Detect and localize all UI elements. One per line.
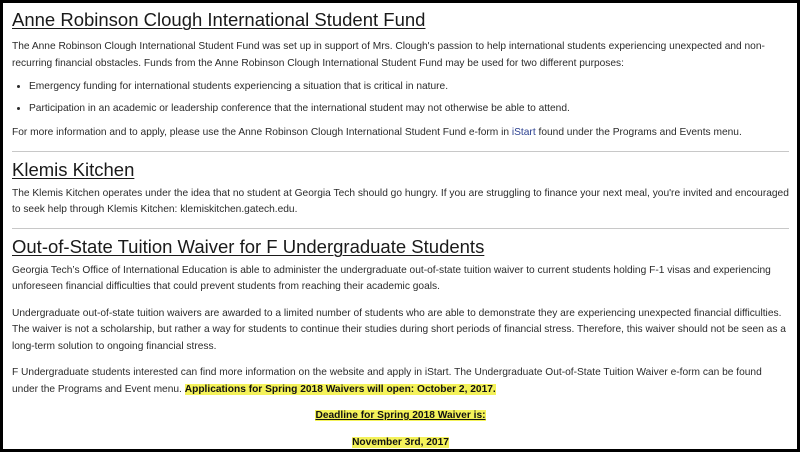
istart-link[interactable]: iStart — [511, 127, 536, 138]
more-info-text-end: found under the Programs and Events menu. — [535, 127, 742, 138]
more-info-text: For more information and to apply, please use the Anne Robinson Clough International Student Fund e-form in — [12, 127, 512, 138]
deadline-date: November 3rd, 2017 — [352, 436, 449, 448]
deadline-label-row — [12, 408, 789, 425]
section-title-clough-fund: Anne Robinson Clough International Student Fund — [12, 9, 426, 30]
tuition-waiver-p3 — [12, 365, 789, 398]
tuition-waiver-p2: Undergraduate out-of-state tuition waivers are awarded to a limited number of students who are able to demonstrate they are experiencing unexpected financial difficulties. The waiver is not a scholarship, but rather a way for students to continue their studies during short periods of financial stress. Therefore, this waiver should not be seen as a long-term solution to ongoing financial stress. — [12, 307, 786, 352]
section-divider — [12, 228, 789, 229]
clough-fund-purposes-list — [12, 79, 789, 117]
list-item: • Participation in an academic or leadership conference that the international student may not otherwise be able to attend. — [29, 101, 789, 118]
content-frame — [3, 3, 797, 449]
deadline-date-row — [12, 435, 789, 450]
deadline-label: Deadline for Spring 2018 Waiver is: — [315, 410, 486, 421]
list-item: • Emergency funding for international students experiencing a situation that is critical in nature. — [29, 79, 789, 96]
clough-fund-intro: The Anne Robinson Clough International Student Fund was set up in support of Mrs. Clough's passion to help international students experiencing unexpected and non-recurring financial obstacles. Funds from the Anne Robinson Clough International Student Fund may be used for two different purposes: — [12, 41, 765, 69]
clough-fund-more-info — [12, 125, 789, 142]
tuition-waiver-p1: Georgia Tech’s Office of International Education is able to administer the undergraduate out-of-state tuition waiver to current students holding F-1 visas and experiencing unforeseen financial difficulties that could prevent students from reaching their academic goals. — [12, 264, 771, 292]
klemis-kitchen-body: The Klemis Kitchen operates under the idea that no student at Georgia Tech should go hungry. If you are struggling to finance your next meal, you're invited and encouraged to seek help through Klemis Kitchen: klemiskitchen.gatech.edu. — [12, 187, 789, 215]
section-title-tuition-waiver: Out-of-State Tuition Waiver for F Undergraduate Students — [12, 235, 485, 257]
section-divider — [12, 151, 789, 152]
tuition-waiver-p3-text: F Undergraduate students interested can find more information on the website and apply in iStart. The Undergraduate Out-of-State Tuition Waiver e-form can be found under the Programs and Event menu. — [12, 367, 762, 395]
section-title-klemis-kitchen: Klemis Kitchen — [12, 158, 135, 180]
applications-open-highlight: Applications for Spring 2018 Waivers will open: October 2, 2017. — [184, 383, 496, 395]
